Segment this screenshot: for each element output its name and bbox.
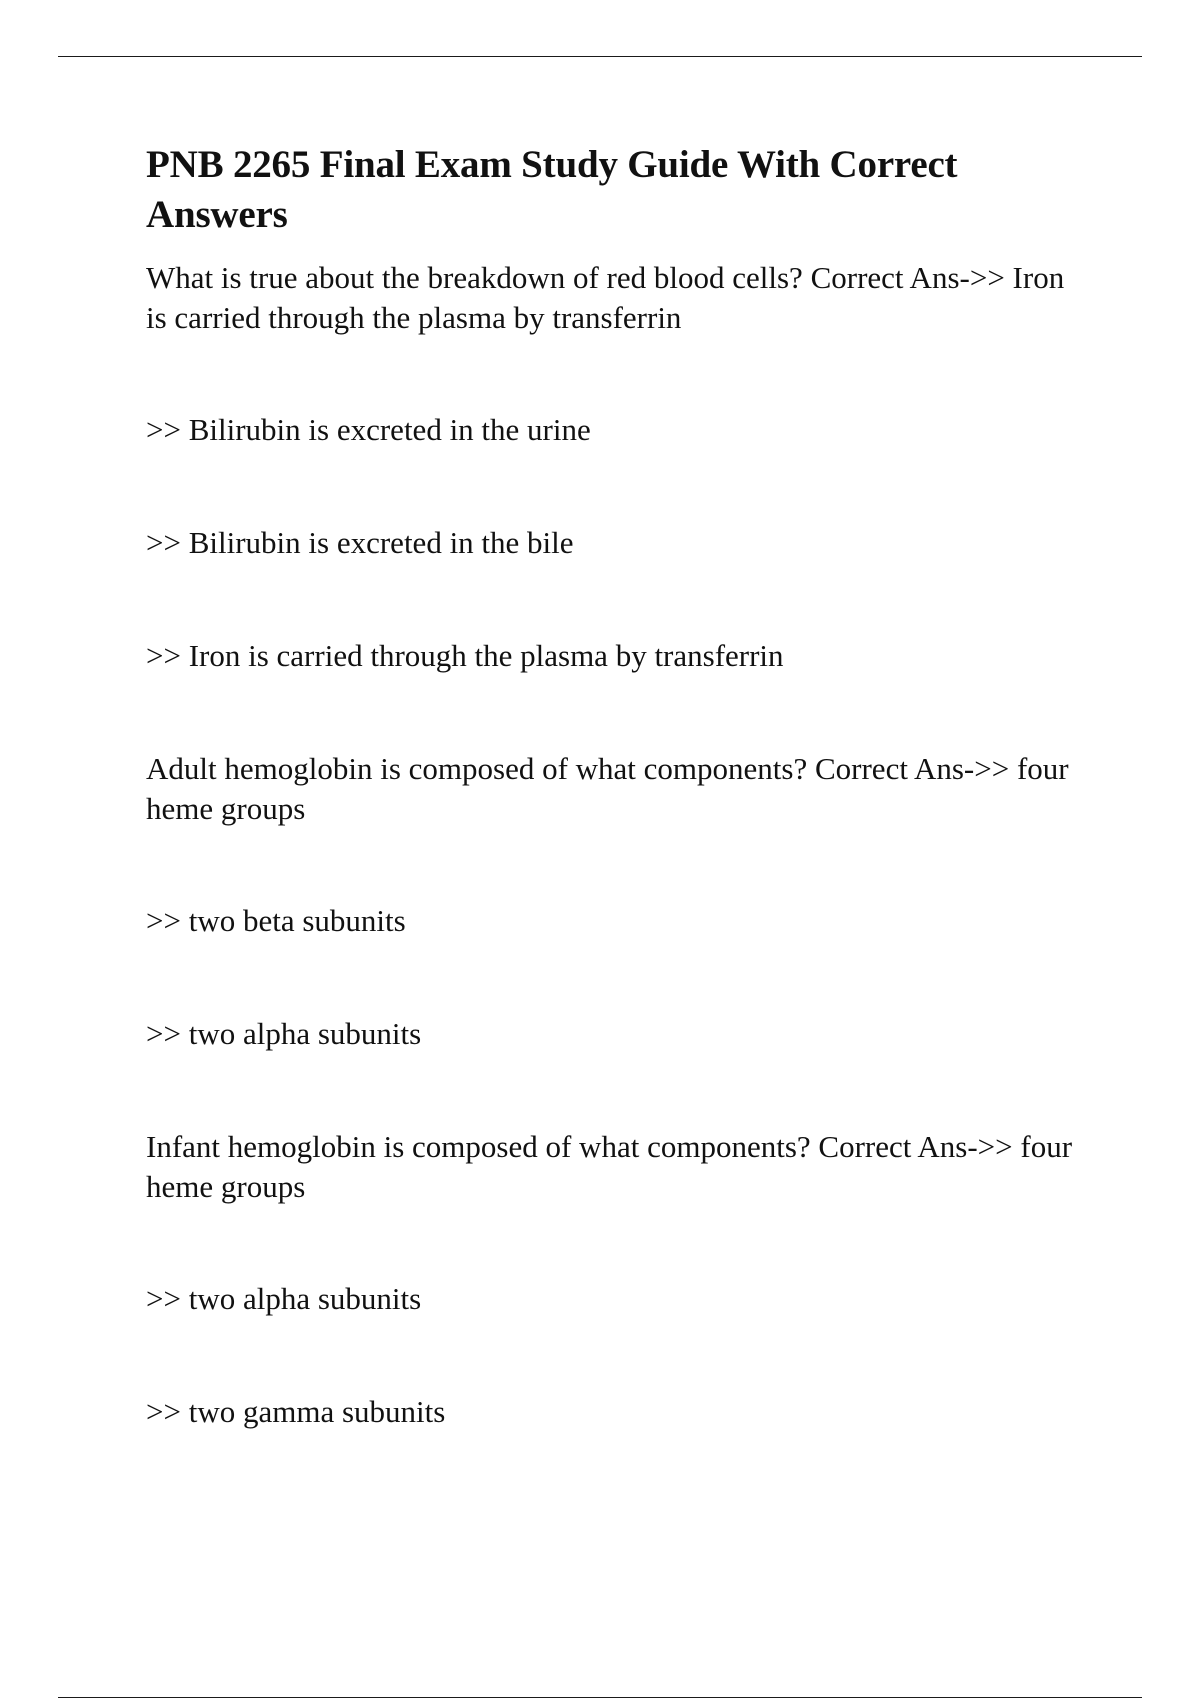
- question-adult-hemoglobin: Adult hemoglobin is composed of what components? Correct Ans->> four heme groups: [146, 751, 1069, 826]
- answer-option: >> two beta subunits: [146, 903, 406, 938]
- answer-option: >> Iron is carried through the plasma by transferrin: [146, 638, 784, 673]
- question-infant-hemoglobin: Infant hemoglobin is composed of what components? Correct Ans->> four heme groups: [146, 1129, 1073, 1204]
- answer-option: >> two gamma subunits: [146, 1394, 446, 1429]
- question-rbc-breakdown: What is true about the breakdown of red blood cells? Correct Ans->> Iron is carried through the plasma by transferrin: [146, 260, 1065, 335]
- answer-option: >> two alpha subunits: [146, 1016, 422, 1051]
- answer-option: >> Bilirubin is excreted in the urine: [146, 412, 591, 447]
- answer-option: >> Bilirubin is excreted in the bile: [146, 525, 574, 560]
- header-rule: [58, 56, 1142, 57]
- footer-rule: [58, 1697, 1142, 1698]
- document-title: PNB 2265 Final Exam Study Guide With Correct Answers: [146, 143, 958, 236]
- answer-option: >> two alpha subunits: [146, 1281, 422, 1316]
